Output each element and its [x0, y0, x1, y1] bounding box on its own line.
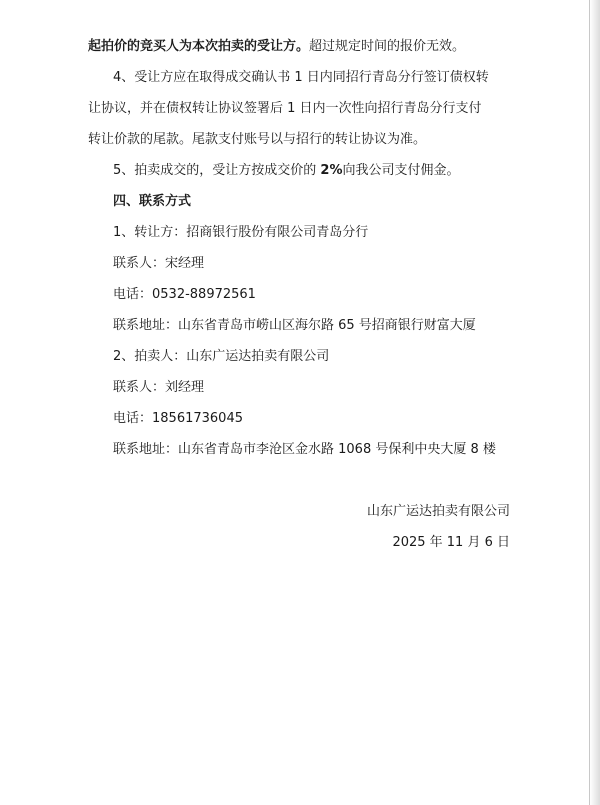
para5-rate: 2%	[320, 163, 343, 178]
para5	[113, 162, 460, 180]
auctioneer-phone: 电话：18561736045	[113, 411, 243, 426]
transferor-phone: 电话：0532-88972561	[113, 287, 256, 302]
para3-tail-bold: 起拍价的竞买人为本次拍卖的受让方。	[88, 39, 310, 54]
para5-prefix: 5、拍卖成交的，受让方按成交价的	[113, 163, 321, 178]
signature-company: 山东广运达拍卖有限公司	[366, 504, 510, 519]
signature-date: 2025 年 11 月 6 日	[392, 535, 510, 550]
para3-tail-normal: 超过规定时间的报价无效。	[309, 39, 466, 54]
auctioneer-line: 2、拍卖人：山东广运达拍卖有限公司	[113, 349, 330, 364]
para3-tail	[88, 38, 465, 56]
page-edge-scrollbar	[589, 0, 600, 805]
para4-line-2: 让协议，并在债权转让协议签署后 1 日内一次性向招行青岛分行支付	[88, 101, 482, 116]
auctioneer-contact: 联系人：刘经理	[113, 380, 205, 395]
transferor-line: 1、转让方：招商银行股份有限公司青岛分行	[113, 225, 369, 240]
section-heading: 四、联系方式	[113, 194, 192, 209]
para4-line-1: 4、受让方应在取得成交确认书 1 日内同招行青岛分行签订债权转	[113, 70, 489, 85]
auctioneer-address: 联系地址：山东省青岛市李沧区金水路 1068 号保利中央大厦 8 楼	[113, 442, 496, 457]
transferor-address: 联系地址：山东省青岛市崂山区海尔路 65 号招商银行财富大厦	[113, 318, 476, 333]
para4-line-3: 转让价款的尾款。尾款支付账号以与招行的转让协议为准。	[88, 132, 427, 147]
para5-suffix: 向我公司支付佣金。	[342, 163, 460, 178]
transferor-contact: 联系人：宋经理	[113, 256, 205, 271]
